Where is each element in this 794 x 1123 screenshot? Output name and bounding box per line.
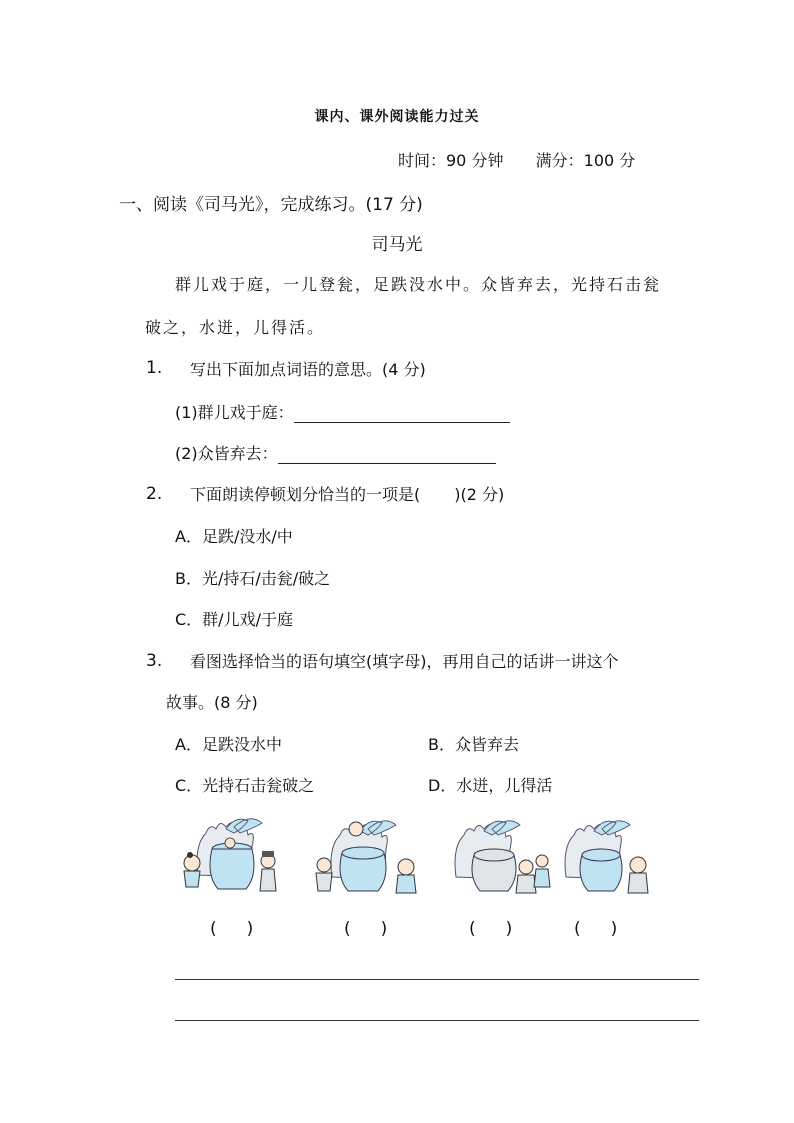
q3-option-b: B．众皆弃去	[428, 735, 519, 754]
q3-option-d: D．水迸，儿得活	[428, 776, 553, 795]
picture-2-answer[interactable]	[344, 919, 387, 939]
picture-1-answer[interactable]	[210, 919, 253, 939]
q1-number: 1.	[146, 358, 163, 378]
q1-item-1-label: (1)群儿戏于庭：	[175, 403, 294, 422]
q3-option-c: C．光持石击瓮破之	[175, 776, 315, 795]
paren-open: (	[469, 919, 476, 939]
time-label: 时间：90 分钟	[398, 151, 504, 170]
q2-option-c: C．群/儿戏/于庭	[175, 610, 293, 629]
q2-text-before: 下面朗读停顿划分恰当的一项是(	[190, 485, 421, 504]
paren-close: )	[505, 919, 513, 939]
paren-close: )	[610, 919, 618, 939]
paren-open: (	[574, 919, 581, 939]
q3-option-a: A．足跌没水中	[175, 735, 282, 754]
q1-item-1	[175, 400, 510, 423]
answer-blank[interactable]	[278, 447, 496, 464]
q2-option-a: A．足跌/没水/中	[175, 527, 293, 546]
illustration-3-sima-guang-breaks-urn	[452, 815, 554, 899]
writing-line[interactable]	[175, 1020, 699, 1021]
illustration-1-child-falls-in-urn	[176, 815, 282, 899]
q2-text	[190, 482, 504, 505]
page-title: 课内、课外阅读能力过关	[314, 109, 480, 125]
q2-option-b: B．光/持石/击瓮/破之	[175, 569, 331, 588]
paren-close: )	[246, 919, 254, 939]
section-heading: 一、阅读《司马光》，完成练习。(17 分)	[119, 195, 423, 215]
paren-open: (	[344, 919, 351, 939]
illustration-2-children-run-away	[312, 815, 422, 899]
writing-line[interactable]	[175, 979, 699, 980]
q1-text: 写出下面加点词语的意思。(4 分)	[190, 360, 426, 379]
picture-4-answer[interactable]	[574, 919, 617, 939]
q3-text-line-1: 看图选择恰当的语句填空(填字母)，再用自己的话讲一讲这个	[190, 652, 619, 671]
answer-blank[interactable]	[294, 406, 510, 423]
exam-meta	[398, 148, 635, 171]
illustration-4-water-gushes-child-saved	[562, 815, 658, 899]
q1-item-2-label: (2)众皆弃去：	[175, 444, 278, 463]
q1-item-2	[175, 441, 496, 464]
passage-line-1: 群儿戏于庭，一儿登瓮，足跌没水中。众皆弃去，光持石击瓮	[175, 275, 662, 294]
paren-open: (	[210, 919, 217, 939]
q3-text-line-2: 故事。(8 分)	[166, 693, 258, 712]
paren-close: )	[380, 919, 388, 939]
q2-number: 2.	[146, 484, 163, 504]
q3-number: 3.	[146, 651, 163, 671]
passage-line-2: 破之，水迸，儿得活。	[145, 318, 326, 337]
score-label: 满分：100 分	[535, 151, 636, 170]
passage-title: 司马光	[371, 235, 423, 255]
q2-text-after: )(2 分)	[454, 485, 505, 504]
picture-3-answer[interactable]	[469, 919, 512, 939]
